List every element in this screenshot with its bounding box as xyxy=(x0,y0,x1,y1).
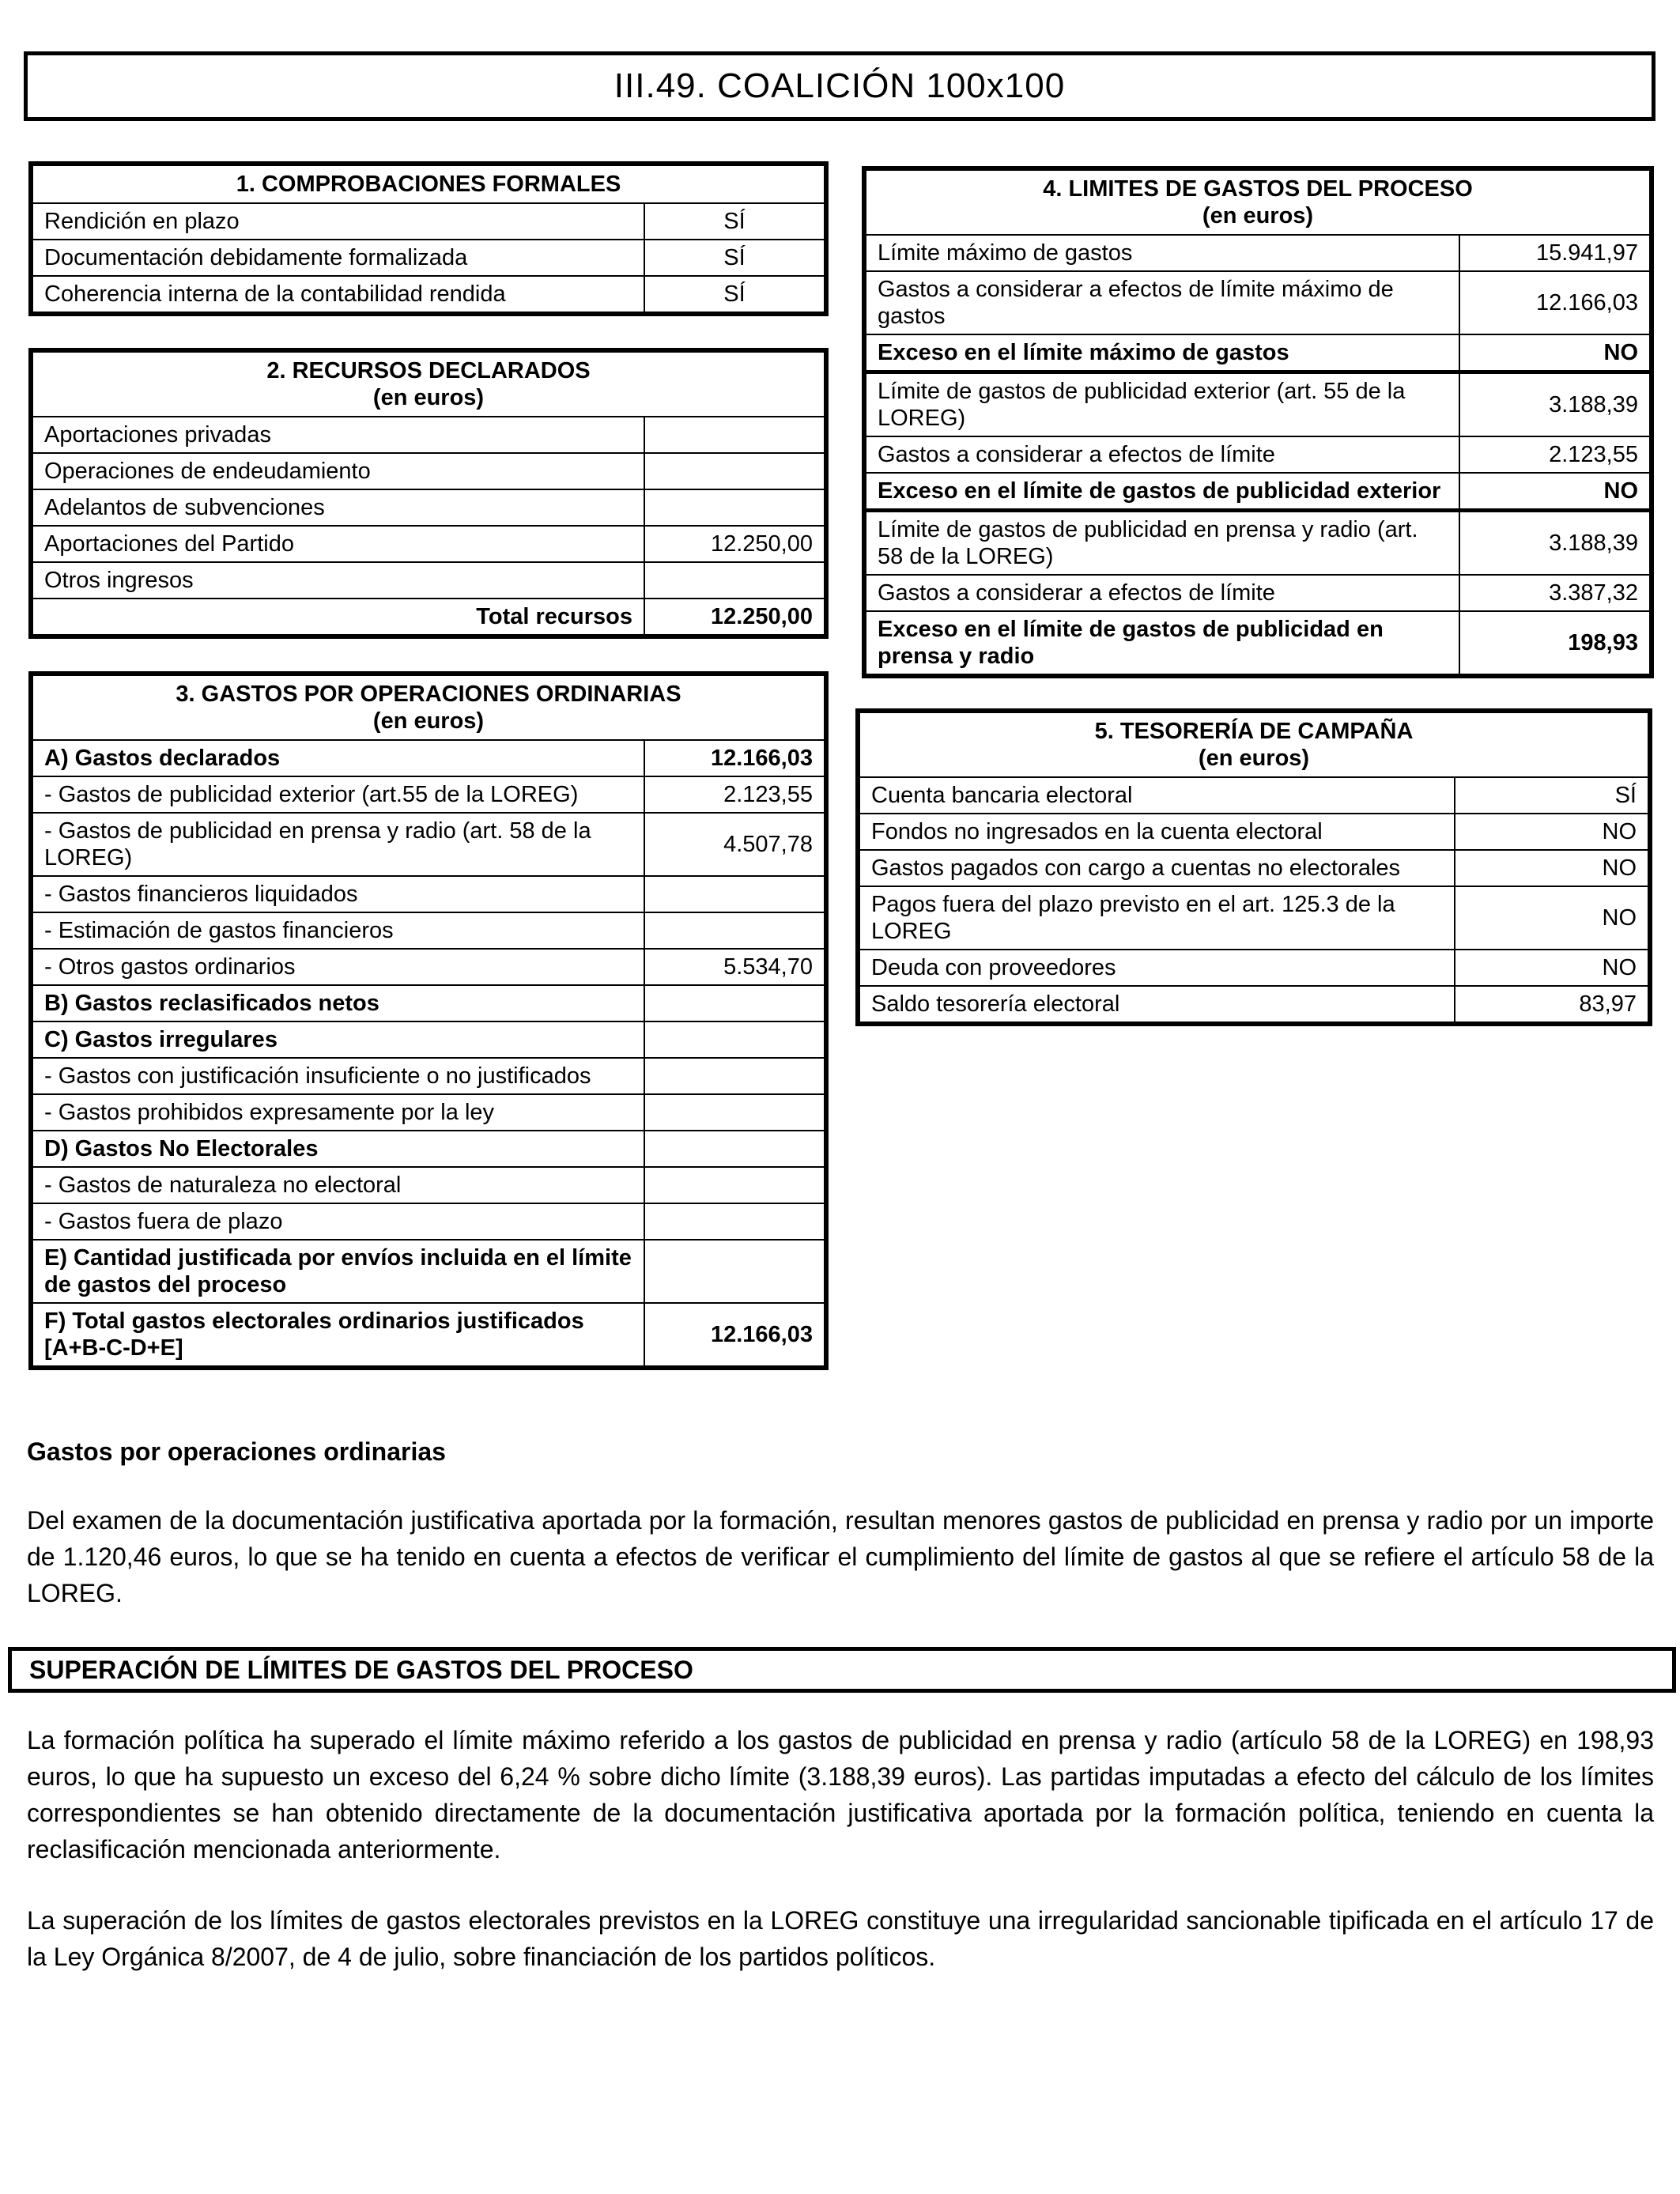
table-row: - Gastos de publicidad exterior (art.55 de la LOREG) 2.123,55 xyxy=(33,776,824,813)
table-row: Rendición en plazo SÍ xyxy=(33,203,824,240)
ordinary-expenses-table xyxy=(33,676,824,1365)
ordinary-expenses-title: 3. GASTOS POR OPERACIONES ORDINARIAS xyxy=(176,682,681,707)
table-row: A) Gastos declarados 12.166,03 xyxy=(33,740,824,776)
paragraph-limits-exceeded: La formación política ha superado el límite máximo referido a los gastos de publicidad en prensa y radio (artículo 58 de la LOREG) en 198,93 euros, lo que ha supuesto un exceso del 6,24 % sobre dicho límite (3.188,39 euros). Las partidas imputadas a efecto del cálculo de los límites correspondientes se han obtenido directamente de la documentación justificativa aportada por la formación política, teniendo en cuenta la reclasificación mencionada anteriormente. xyxy=(27,1726,1654,1864)
table-row: - Gastos de naturaleza no electoral xyxy=(33,1167,824,1203)
table-row: - Gastos financieros liquidados xyxy=(33,876,824,912)
table-row: Coherencia interna de la contabilidad rendida SÍ xyxy=(33,276,824,312)
limits-exceeded-heading: SUPERACIÓN DE LÍMITES DE GASTOS DEL PROCESO xyxy=(8,1647,1676,1693)
table-row: E) Cantidad justificada por envíos incluida en el límite de gastos del proceso xyxy=(33,1240,824,1303)
total-value: 12.250,00 xyxy=(644,599,824,634)
table-row: Gastos a considerar a efectos de límite 3.387,32 xyxy=(866,575,1649,611)
table-row: Adelantos de subvenciones xyxy=(33,489,824,526)
campaign-treasury-subtitle: (en euros) xyxy=(1198,746,1310,771)
table-row: Exceso en el límite de gastos de publicidad exterior NO xyxy=(866,473,1649,511)
paragraph-ordinary-expenses: Del examen de la documentación justificativa aportada por la formación, resultan menores gastos de publicidad en prensa y radio por un importe de 1.120,46 euros, lo que se ha tenido en cuenta a efectos de verificar el cumplimiento del límite de gastos al que se refiere el artículo 58 de la LOREG. xyxy=(27,1506,1654,1607)
campaign-treasury-title: 5. TESORERÍA DE CAMPAÑA xyxy=(1094,719,1414,744)
table-row: Gastos a considerar a efectos de límite 2.123,55 xyxy=(866,436,1649,473)
table-row: Pagos fuera del plazo previsto en el art. 125.3 de la LOREG NO xyxy=(860,886,1648,950)
ordinary-expenses-heading: Gastos por operaciones ordinarias xyxy=(27,1437,446,1466)
table-row: C) Gastos irregulares xyxy=(33,1021,824,1058)
table-row: Documentación debidamente formalizada SÍ xyxy=(33,240,824,276)
declared-resources-table xyxy=(33,353,824,634)
table-row: Gastos a considerar a efectos de límite máximo de gastos 12.166,03 xyxy=(866,271,1649,334)
declared-resources-panel xyxy=(28,348,829,639)
page-title: III.49. COALICIÓN 100x100 xyxy=(24,51,1655,121)
total-row xyxy=(33,599,824,634)
table-row: Límite de gastos de publicidad en prensa y radio (art. 58 de la LOREG) 3.188,39 xyxy=(866,511,1649,576)
table-row: - Gastos con justificación insuficiente o no justificados xyxy=(33,1058,824,1094)
table-row: Otros ingresos xyxy=(33,562,824,599)
table-row: Saldo tesorería electoral 83,97 xyxy=(860,986,1648,1021)
table-row: Operaciones de endeudamiento xyxy=(33,453,824,489)
paragraph-sanction: La superación de los límites de gastos electorales previstos en la LOREG constituye una irregularidad sancionable tipificada en el artículo 17 de la Ley Orgánica 8/2007, de 4 de julio, sobre financiación de los partidos políticos. xyxy=(27,1906,1654,1971)
spending-limits-title: 4. LIMITES DE GASTOS DEL PROCESO xyxy=(1043,176,1473,202)
spending-limits-panel xyxy=(862,166,1654,678)
declared-resources-title: 2. RECURSOS DECLARADOS xyxy=(266,358,591,383)
table-row: - Otros gastos ordinarios 5.534,70 xyxy=(33,949,824,985)
table-row: - Gastos fuera de plazo xyxy=(33,1203,824,1240)
formal-checks-title: 1. COMPROBACIONES FORMALES xyxy=(33,166,824,203)
table-row: - Gastos de publicidad en prensa y radio (art. 58 de la LOREG) 4.507,78 xyxy=(33,813,824,876)
table-row: B) Gastos reclasificados netos xyxy=(33,985,824,1021)
table-row: Exceso en el límite de gastos de publicidad en prensa y radio 198,93 xyxy=(866,611,1649,674)
table-row: Límite de gastos de publicidad exterior (art. 55 de la LOREG) 3.188,39 xyxy=(866,372,1649,437)
table-row: Cuenta bancaria electoral SÍ xyxy=(860,777,1648,814)
declared-resources-subtitle: (en euros) xyxy=(372,385,485,410)
campaign-treasury-panel xyxy=(855,708,1652,1026)
table-row: Deuda con proveedores NO xyxy=(860,950,1648,986)
table-row: D) Gastos No Electorales xyxy=(33,1131,824,1167)
campaign-treasury-table xyxy=(860,713,1648,1021)
table-row: - Estimación de gastos financieros xyxy=(33,912,824,949)
table-row: Aportaciones del Partido 12.250,00 xyxy=(33,526,824,562)
spending-limits-subtitle: (en euros) xyxy=(1202,203,1314,228)
table-row: - Gastos prohibidos expresamente por la ley xyxy=(33,1094,824,1131)
total-label: Total recursos xyxy=(33,599,644,634)
table-row: F) Total gastos electorales ordinarios justificados [A+B-C-D+E] 12.166,03 xyxy=(33,1303,824,1365)
ordinary-expenses-subtitle: (en euros) xyxy=(372,708,485,734)
table-row: Límite máximo de gastos 15.941,97 xyxy=(866,235,1649,271)
table-row: Fondos no ingresados en la cuenta electoral NO xyxy=(860,814,1648,850)
table-row: Gastos pagados con cargo a cuentas no electorales NO xyxy=(860,850,1648,886)
table-row: Aportaciones privadas xyxy=(33,417,824,453)
table-row: Exceso en el límite máximo de gastos NO xyxy=(866,334,1649,372)
formal-checks-panel xyxy=(28,161,829,316)
formal-checks-table xyxy=(33,166,824,312)
ordinary-expenses-panel xyxy=(28,671,829,1370)
spending-limits-table xyxy=(866,171,1649,674)
